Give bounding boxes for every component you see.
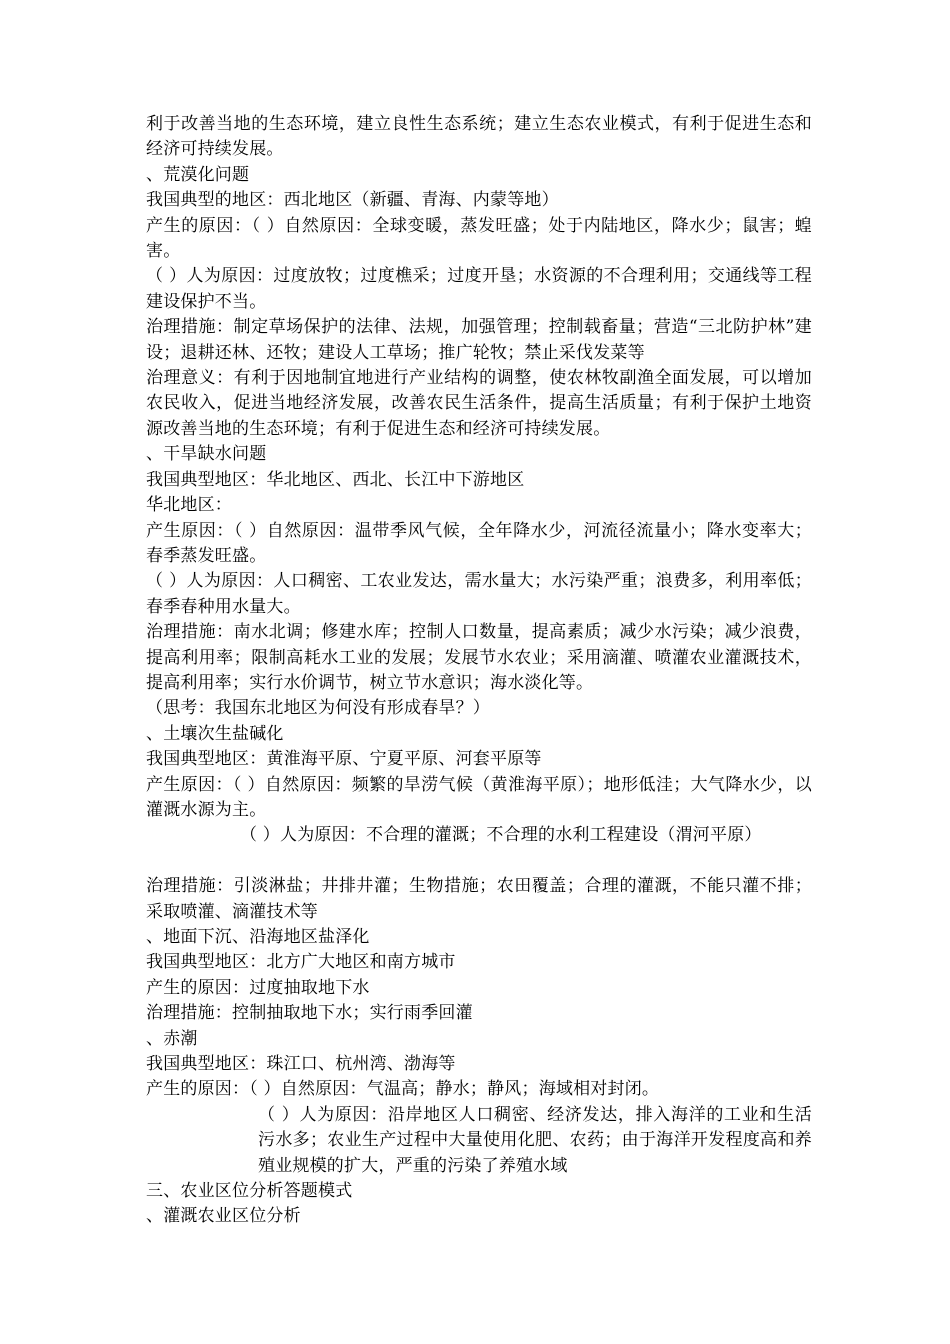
paragraph: 利于改善当地的生态环境，建立良性生态系统；建立生态农业模式，有利于促进生态和经济可持续发展。	[146, 114, 812, 160]
paragraph: 产生原因：（ ）自然原因：频繁的旱涝气候（黄淮海平原）；地形低洼；大气降水少，以灌溉水源为主。	[146, 774, 812, 820]
section-heading: 、荒漠化问题	[146, 164, 250, 185]
section-heading: 、土壤次生盐碱化	[146, 723, 284, 744]
paragraph: （思考：我国东北地区为何没有形成春旱？）	[146, 698, 490, 719]
paragraph: 治理措施：控制抽取地下水；实行雨季回灌	[146, 1003, 473, 1024]
paragraph: 华北地区：	[146, 495, 232, 516]
paragraph: 我国典型地区：黄淮海平原、宁夏平原、河套平原等	[146, 749, 542, 770]
paragraph: 治理措施：引淡淋盐；井排井灌；生物措施；农田覆盖；合理的灌溉，不能只灌不排；采取喷灌、滴灌技术等	[146, 876, 812, 922]
document-body	[146, 112, 812, 1230]
section-heading: 、地面下沉、沿海地区盐泽化	[146, 926, 370, 947]
paragraph: （ ）人为原因：沿岸地区人口稠密、经济发达，排入海洋的工业和生活污水多；农业生产过程中大量使用化肥、农药；由于海洋开发程度高和养殖业规模的扩大，严重的污染了养殖水域	[258, 1104, 812, 1176]
paragraph: 我国典型的地区：西北地区（新疆、青海、内蒙等地）	[146, 190, 559, 211]
paragraph: 产生的原因：过度抽取地下水	[146, 977, 370, 998]
paragraph: （ ）人为原因：过度放牧；过度樵采；过度开垦；水资源的不合理利用；交通线等工程建设保护不当。	[146, 266, 812, 312]
paragraph: 我国典型地区：北方广大地区和南方城市	[146, 952, 456, 973]
paragraph: （ ）人为原因：人口稠密、工农业发达，需水量大；水污染严重；浪费多，利用率低；春季春种用水量大。	[146, 571, 812, 617]
section-heading: 、赤潮	[146, 1028, 198, 1049]
paragraph: （ ）人为原因：不合理的灌溉；不合理的水利工程建设（渭河平原）	[240, 825, 762, 846]
paragraph: 产生的原因：（ ）自然原因：气温高；静水；静风；海域相对封闭。	[146, 1079, 660, 1100]
paragraph: 我国典型地区：华北地区、西北、长江中下游地区	[146, 469, 525, 490]
section-heading: 、干旱缺水问题	[146, 444, 267, 465]
paragraph: 治理措施：制定草场保护的法律、法规，加强管理；控制载畜量；营造“三北防护林”建设；退耕还林、还牧；建设人工草场；推广轮牧；禁止采伐发菜等	[146, 317, 812, 363]
section-heading: 三、农业区位分析答题模式	[146, 1181, 353, 1202]
blank-line	[146, 849, 812, 874]
section-heading: 、灌溉农业区位分析	[146, 1206, 301, 1227]
paragraph: 我国典型地区：珠江口、杭州湾、渤海等	[146, 1054, 456, 1075]
paragraph: 治理措施：南水北调；修建水库；控制人口数量，提高素质；减少水污染；减少浪费，提高利用率；限制高耗水工业的发展；发展节水农业；采用滴灌、喷灌农业灌溉技术，提高利用率；实行水价调节，树立节水意识；海水淡化等。	[146, 622, 812, 693]
paragraph: 治理意义：有利于因地制宜地进行产业结构的调整，使农林牧副渔全面发展，可以增加农民收入，促进当地经济发展，改善农民生活条件，提高生活质量；有利于保护土地资源改善当地的生态环境；有利于促进生态和经济可持续发展。	[146, 368, 812, 439]
paragraph: 产生原因：（ ）自然原因：温带季风气候，全年降水少，河流径流量小；降水变率大；春季蒸发旺盛。	[146, 520, 812, 566]
paragraph: 产生的原因：（ ）自然原因：全球变暖，蒸发旺盛；处于内陆地区，降水少；鼠害；蝗害。	[146, 215, 812, 262]
